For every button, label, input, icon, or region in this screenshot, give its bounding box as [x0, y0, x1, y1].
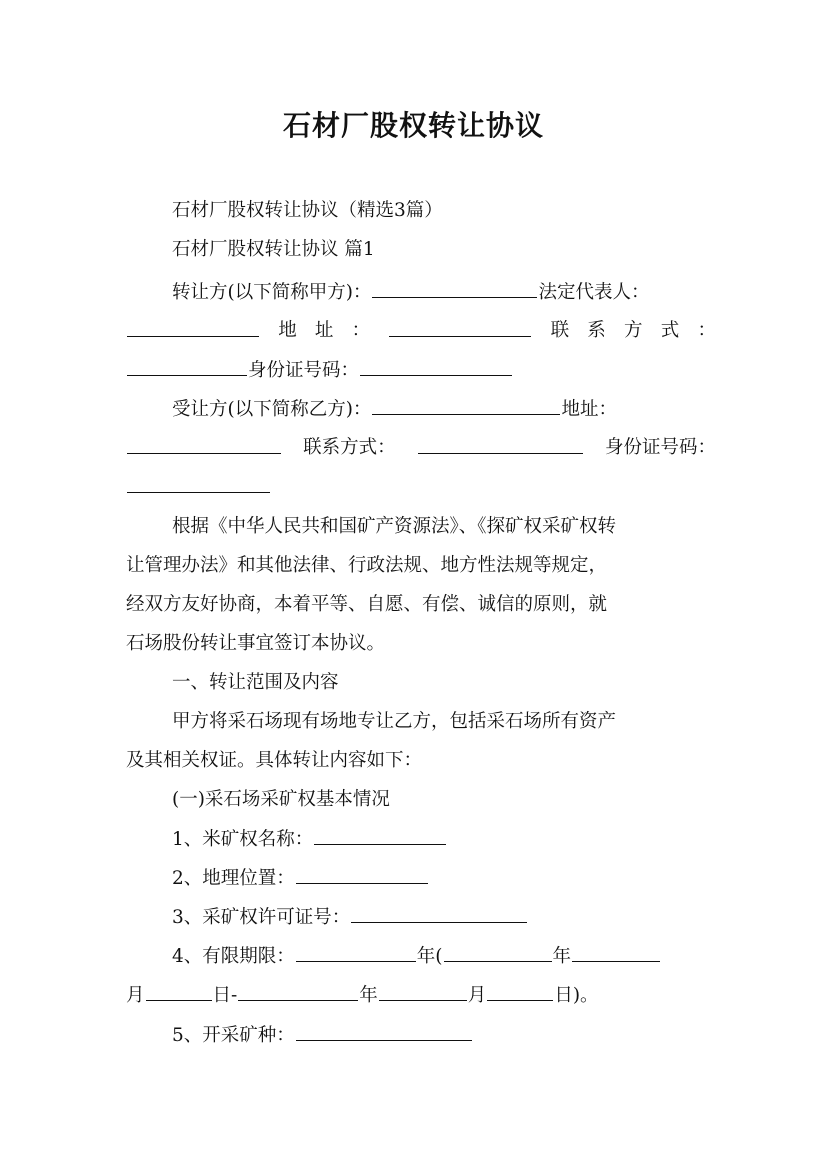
item-4-blank-5: [238, 982, 358, 1001]
item-3-blank: [351, 904, 527, 923]
item-4-month: 月: [126, 985, 145, 1006]
item-4-cont: [126, 982, 716, 1009]
item-4-day-end: 日)。: [554, 985, 599, 1006]
item-4-year: 年(: [416, 946, 443, 967]
subtitle: 石材厂股权转让协议（精选3篇）: [172, 200, 443, 221]
item-2-label: 2、地理位置：: [172, 868, 295, 889]
section-heading: 一、转让范围及内容: [172, 672, 339, 693]
transferor-contact-blank: [127, 357, 247, 376]
transferee-contact-blank: [418, 435, 583, 454]
transferee-line: [172, 396, 716, 423]
item-3: [172, 904, 716, 931]
item-4-day-dash: 日-: [212, 985, 238, 1006]
transferor-address-line: [126, 318, 716, 344]
item-4-year2: 年: [552, 946, 572, 967]
item-2-blank: [296, 865, 428, 884]
contact-char-3: 方: [624, 320, 643, 341]
item-5-label: 5、开采矿种：: [172, 1025, 295, 1046]
item-5-blank: [296, 1022, 472, 1041]
item-4-blank-3: [572, 943, 660, 962]
item-1-blank: [314, 826, 446, 845]
item-4-blank-4: [146, 982, 212, 1001]
transferor-address-blank: [389, 318, 531, 337]
transferee-contact-line: [126, 435, 716, 461]
address-char-2: 址: [314, 320, 334, 341]
transferee-id-label: 身份证号码：: [604, 437, 716, 458]
contact-char-2: 系: [587, 320, 606, 341]
item-4: [172, 943, 716, 970]
transferee-name-blank: [372, 396, 560, 415]
transferee-id-line: [126, 474, 716, 501]
address-char-3: ：: [351, 320, 371, 341]
item-1-label: 1、米矿权名称：: [172, 829, 314, 850]
subsection-heading: (一)采石场采矿权基本情况: [172, 789, 390, 810]
item-4-month2: 月: [467, 985, 487, 1006]
transferee-address-blank: [127, 435, 281, 454]
transferee-address-label: 地址：: [561, 399, 617, 420]
item-4-blank-2: [444, 943, 552, 962]
transferor-id-line: [126, 357, 716, 384]
item-2: [172, 865, 716, 892]
item-4-year3: 年: [359, 985, 378, 1006]
basis-line-2: 让管理办法》和其他法律、行政法规、地方性法规等规定，: [126, 555, 608, 576]
item-1: [172, 826, 716, 853]
item-4-blank-1: [296, 943, 416, 962]
contact-char-5: ：: [697, 320, 716, 341]
item-4-blank-6: [379, 982, 467, 1001]
transferor-id-blank: [360, 357, 512, 376]
item-3-label: 3、采矿权许可证号：: [172, 907, 351, 928]
address-char-1: 地: [278, 320, 297, 341]
item-4-label: 4、有限期限：: [172, 946, 295, 967]
transferor-id-label: 身份证号码：: [248, 360, 360, 381]
legal-rep-label: 法定代表人：: [538, 282, 650, 303]
transferor-line: [172, 279, 716, 306]
section-text-1: 甲方将采石场现有场地专让乙方，包括采石场所有资产: [172, 711, 617, 732]
item-5: [172, 1022, 716, 1049]
transferor-name-blank: [372, 279, 537, 298]
basis-line-1: 根据《中华人民共和国矿产资源法》、《探矿权采矿权转: [172, 516, 617, 537]
part-heading: 石材厂股权转让协议 篇1: [172, 239, 375, 260]
section-text-2: 及其相关权证。具体转让内容如下：: [126, 750, 423, 771]
transferee-id-blank: [127, 474, 270, 493]
item-4-blank-7: [487, 982, 553, 1001]
contact-char-1: 联: [550, 320, 570, 341]
transferee-label: 受让方(以下简称乙方)：: [172, 399, 372, 420]
basis-line-4: 石场股份转让事宜签订本协议。: [126, 633, 386, 654]
legal-rep-blank: [127, 318, 259, 337]
basis-line-3: 经双方友好协商，本着平等、自愿、有偿、诚信的原则，就: [126, 594, 608, 615]
document-title: 石材厂股权转让协议: [282, 109, 544, 142]
transferee-contact-label: 联系方式：: [303, 437, 396, 458]
transferor-label: 转让方(以下简称甲方)：: [172, 282, 372, 303]
contact-char-4: 式: [660, 320, 680, 341]
